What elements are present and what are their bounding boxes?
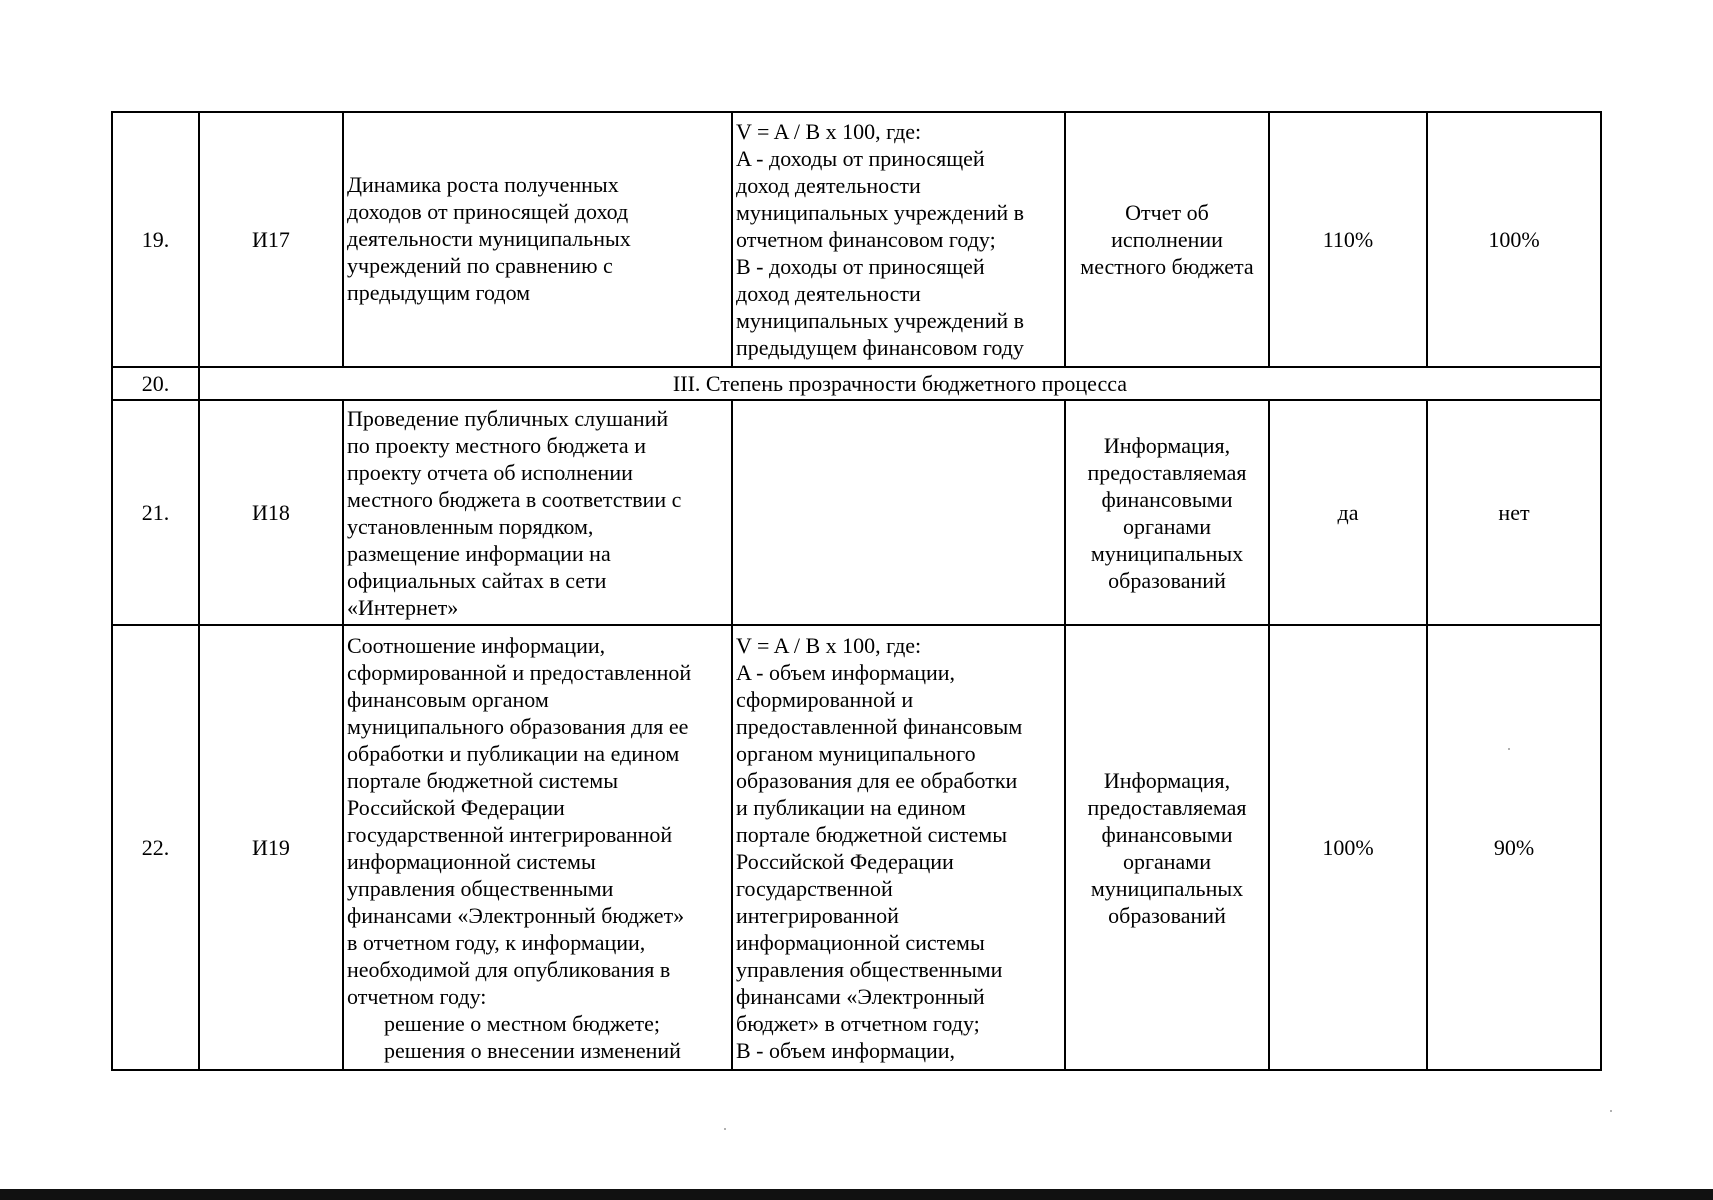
- text-line: предоставляемая: [1087, 459, 1247, 485]
- text-line: отчетном году:: [347, 983, 487, 1009]
- indicator-value-2: 90%: [1427, 625, 1601, 1070]
- text-line: муниципальных: [1090, 540, 1244, 566]
- text-line: Отчет об: [1125, 200, 1209, 225]
- text-line: необходимой для опубликования в: [347, 956, 671, 982]
- text-line: предоставленной финансовым: [736, 713, 1023, 739]
- text-line: Информация,: [1103, 432, 1231, 458]
- text-line: и публикации на едином: [736, 794, 966, 820]
- text-line: интегрированной: [736, 902, 899, 928]
- text-line: образования для ее обработки: [736, 767, 1018, 793]
- text-line: Проведение публичных слушаний: [347, 405, 669, 431]
- text-line: Информация,: [1103, 767, 1231, 793]
- text-line: портале бюджетной системы: [347, 767, 618, 793]
- text-line: учреждений по сравнению с: [347, 253, 613, 278]
- list-item: решения о внесении изменений: [384, 1037, 681, 1063]
- text-line: муниципального образования для ее: [347, 713, 689, 739]
- text-line: управления общественными: [347, 875, 614, 901]
- text-line: официальных сайтах в сети: [347, 567, 607, 593]
- indicator-name: [343, 625, 732, 1070]
- text-line: B - доходы от приносящей: [736, 254, 985, 279]
- text-line: установленным порядком,: [347, 513, 594, 539]
- text-line: обработки и публикации на едином: [347, 740, 680, 766]
- indicator-code: И17: [199, 112, 343, 367]
- text-line: сформированной и: [736, 686, 914, 712]
- indicator-value-1: да: [1269, 400, 1427, 625]
- text-line: исполнении: [1111, 227, 1223, 252]
- indicator-code: И19: [199, 625, 343, 1070]
- text-line: доход деятельности: [736, 281, 921, 306]
- row-number: 22.: [112, 625, 199, 1070]
- row-number: 20.: [112, 367, 199, 400]
- indicator-value-2: 100%: [1427, 112, 1601, 367]
- text-line: Динамика роста полученных: [347, 172, 619, 197]
- scan-speck: [1610, 1110, 1612, 1112]
- text-line: муниципальных учреждений в: [736, 200, 1025, 225]
- text-line: предыдущим годом: [347, 280, 531, 305]
- text-line: органом муниципального: [736, 740, 976, 766]
- text-line: муниципальных учреждений в: [736, 308, 1025, 333]
- table-row: [112, 367, 1601, 400]
- text-line: муниципальных: [1090, 875, 1244, 901]
- data-source: [1065, 112, 1269, 367]
- indicator-name: [343, 400, 732, 625]
- scan-speck: [724, 1128, 726, 1130]
- text-line: B - объем информации,: [736, 1037, 956, 1063]
- text-line: финансовыми: [1101, 821, 1233, 847]
- text-line: органами: [1122, 848, 1212, 874]
- indicator-code: И18: [199, 400, 343, 625]
- scan-speck: [1508, 748, 1510, 750]
- calculation-formula: [732, 625, 1065, 1070]
- data-source: [1065, 625, 1269, 1070]
- text-line: финансовым органом: [347, 686, 549, 712]
- text-line: финансами «Электронный бюджет»: [347, 902, 685, 928]
- text-line: информационной системы: [347, 848, 596, 874]
- text-line: отчетном финансовом году;: [736, 227, 996, 252]
- text-line: предоставляемая: [1087, 794, 1247, 820]
- text-line: проекту отчета об исполнении: [347, 459, 633, 485]
- row-number: 19.: [112, 112, 199, 367]
- text-line: местного бюджета в соответствии с: [347, 486, 682, 512]
- text-line: доход деятельности: [736, 173, 921, 198]
- calculation-formula: [732, 112, 1065, 367]
- text-line: информационной системы: [736, 929, 985, 955]
- text-line: портале бюджетной системы: [736, 821, 1007, 847]
- indicator-name: [343, 112, 732, 367]
- indicator-value-1: 100%: [1269, 625, 1427, 1070]
- indicators-table: [111, 111, 1602, 1071]
- indicator-value-1: 110%: [1269, 112, 1427, 367]
- row-number: 21.: [112, 400, 199, 625]
- section-title: III. Степень прозрачности бюджетного процесса: [199, 367, 1601, 400]
- text-line: размещение информации на: [347, 540, 611, 566]
- text-line: государственной интегрированной: [347, 821, 673, 847]
- text-line: «Интернет»: [347, 594, 459, 620]
- text-line: по проекту местного бюджета и: [347, 432, 646, 458]
- text-line: деятельности муниципальных: [347, 226, 631, 251]
- text-line: A - объем информации,: [736, 659, 956, 685]
- text-line: в отчетном году, к информации,: [347, 929, 646, 955]
- text-line: финансовыми: [1101, 486, 1233, 512]
- table-row: [112, 112, 1601, 367]
- list-item: решение о местном бюджете;: [384, 1010, 661, 1036]
- text-line: сформированной и предоставленной: [347, 659, 692, 685]
- text-line: местного бюджета: [1080, 254, 1254, 279]
- text-line: управления общественными: [736, 956, 1003, 982]
- text-line: образований: [1108, 567, 1226, 593]
- data-source: [1065, 400, 1269, 625]
- text-line: V = A / B x 100, где:: [736, 632, 922, 658]
- table-row: [112, 625, 1601, 1070]
- text-line: Российской Федерации: [736, 848, 954, 874]
- text-line: органами: [1122, 513, 1212, 539]
- text-line: государственной: [736, 875, 893, 901]
- text-line: V = A / B x 100, где:: [736, 119, 922, 144]
- text-line: Российской Федерации: [347, 794, 565, 820]
- text-line: доходов от приносящей доход: [347, 199, 629, 224]
- indicator-value-2: нет: [1427, 400, 1601, 625]
- text-line: бюджет» в отчетном году;: [736, 1010, 980, 1036]
- text-line: финансами «Электронный: [736, 983, 985, 1009]
- text-line: A - доходы от приносящей: [736, 146, 985, 171]
- text-line: образований: [1108, 902, 1226, 928]
- calculation-formula: [732, 400, 1065, 625]
- text-line: предыдущем финансовом году: [736, 335, 1024, 360]
- text-line: Соотношение информации,: [347, 632, 606, 658]
- table-row: [112, 400, 1601, 625]
- page-bottom-edge: [0, 1189, 1713, 1200]
